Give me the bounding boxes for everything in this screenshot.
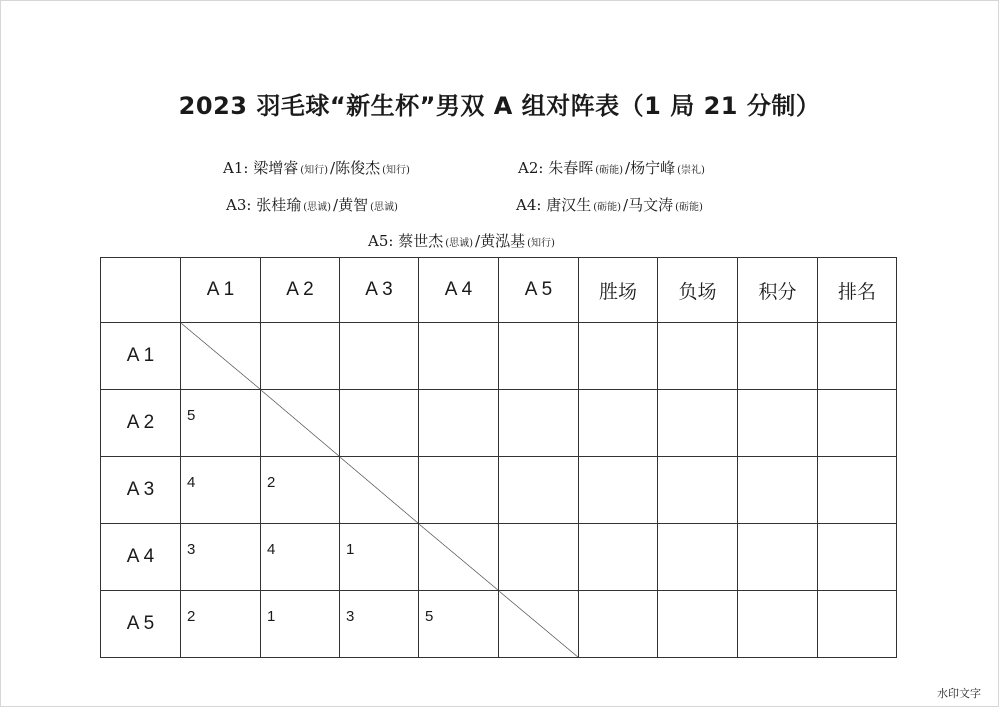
score-cell xyxy=(419,457,499,524)
score-value: 2 xyxy=(267,474,276,491)
row-label: A 2 xyxy=(101,390,181,457)
player-name: 马文涛 xyxy=(628,196,674,214)
score-cell xyxy=(261,457,340,524)
diagonal-cell xyxy=(419,524,499,591)
score-cell xyxy=(499,524,579,591)
club-name: (思诚) xyxy=(303,202,332,213)
wins-cell xyxy=(579,591,658,658)
team-label: A5: xyxy=(368,232,394,250)
points-cell xyxy=(738,390,818,457)
player-name: 陈俊杰 xyxy=(335,159,381,177)
row-label: A 4 xyxy=(101,524,181,591)
club-name: (思诚) xyxy=(370,202,398,213)
score-cell xyxy=(181,457,261,524)
row-label: A 3 xyxy=(101,457,181,524)
match-table xyxy=(100,257,897,658)
player-name: 梁增睿 xyxy=(253,159,299,177)
team-a5 xyxy=(368,230,557,251)
header-a5: A 5 xyxy=(499,258,579,323)
score-value: 5 xyxy=(187,407,196,424)
score-value: 5 xyxy=(425,608,434,625)
team-label: A4: xyxy=(516,196,542,214)
losses-cell xyxy=(658,457,738,524)
corner-cell xyxy=(101,258,181,323)
table-row xyxy=(101,524,897,591)
score-value: 3 xyxy=(346,608,355,625)
diagonal-cell xyxy=(340,457,419,524)
points-cell xyxy=(738,323,818,390)
table-row xyxy=(101,457,897,524)
player-name: 朱春晖 xyxy=(548,159,594,177)
row-label: A 1 xyxy=(101,323,181,390)
score-cell xyxy=(261,524,340,591)
table-row xyxy=(101,591,897,658)
separator: / xyxy=(333,196,339,214)
rank-cell xyxy=(818,524,897,591)
team-label: A2: xyxy=(518,159,544,177)
score-value: 4 xyxy=(267,541,276,558)
rank-cell xyxy=(818,390,897,457)
player-name: 黄智 xyxy=(338,196,369,214)
score-cell xyxy=(261,323,340,390)
player-name: 唐汉生 xyxy=(546,196,592,214)
club-name: (知行) xyxy=(300,165,329,176)
team-a2 xyxy=(518,157,707,178)
team-a3 xyxy=(226,194,400,215)
score-cell xyxy=(181,390,261,457)
club-name: (砺能) xyxy=(675,202,703,213)
separator: / xyxy=(623,196,629,214)
player-name: 蔡世杰 xyxy=(398,232,444,250)
score-value: 2 xyxy=(187,608,196,625)
score-cell xyxy=(340,323,419,390)
player-name: 杨宁峰 xyxy=(630,159,676,177)
player-name: 张桂瑜 xyxy=(256,196,302,214)
separator: / xyxy=(475,232,481,250)
club-name: (思诚) xyxy=(445,238,474,249)
team-label: A1: xyxy=(223,159,249,177)
rank-cell xyxy=(818,457,897,524)
header-a3: A 3 xyxy=(340,258,419,323)
separator: / xyxy=(625,159,631,177)
score-cell xyxy=(499,390,579,457)
losses-cell xyxy=(658,323,738,390)
table-row xyxy=(101,390,897,457)
points-cell xyxy=(738,591,818,658)
club-name: (知行) xyxy=(527,238,555,249)
wins-cell xyxy=(579,390,658,457)
header-points: 积分 xyxy=(738,258,818,323)
page-title: 2023 羽毛球“新生杯”男双 A 组对阵表（1 局 21 分制） xyxy=(178,92,821,120)
score-cell xyxy=(419,591,499,658)
score-cell xyxy=(419,390,499,457)
score-cell xyxy=(261,591,340,658)
diagonal-cell xyxy=(499,591,579,658)
header-losses: 负场 xyxy=(658,258,738,323)
club-name: (知行) xyxy=(382,165,410,176)
score-cell xyxy=(181,524,261,591)
header-a4: A 4 xyxy=(419,258,499,323)
losses-cell xyxy=(658,390,738,457)
losses-cell xyxy=(658,591,738,658)
diagonal-cell xyxy=(261,390,340,457)
score-value: 3 xyxy=(187,541,196,558)
header-wins: 胜场 xyxy=(579,258,658,323)
diagonal-cell xyxy=(181,323,261,390)
club-name: (砺能) xyxy=(593,202,622,213)
points-cell xyxy=(738,457,818,524)
team-a1 xyxy=(223,157,412,178)
wins-cell xyxy=(579,457,658,524)
header-rank: 排名 xyxy=(818,258,897,323)
score-value: 1 xyxy=(267,608,276,625)
header-row xyxy=(101,258,897,323)
score-cell xyxy=(340,390,419,457)
score-cell xyxy=(181,591,261,658)
score-value: 1 xyxy=(346,541,355,558)
wins-cell xyxy=(579,524,658,591)
score-cell xyxy=(419,323,499,390)
score-value: 4 xyxy=(187,474,196,491)
header-a2: A 2 xyxy=(261,258,340,323)
header-a1: A 1 xyxy=(181,258,261,323)
club-name: (砺能) xyxy=(595,165,624,176)
wins-cell xyxy=(579,323,658,390)
score-cell xyxy=(340,591,419,658)
team-a4 xyxy=(516,194,705,215)
score-cell xyxy=(499,457,579,524)
table-row xyxy=(101,323,897,390)
separator: / xyxy=(330,159,336,177)
club-name: (崇礼) xyxy=(677,165,705,176)
score-cell xyxy=(340,524,419,591)
score-cell xyxy=(499,323,579,390)
losses-cell xyxy=(658,524,738,591)
player-name: 黄泓基 xyxy=(480,232,526,250)
row-label: A 5 xyxy=(101,591,181,658)
team-label: A3: xyxy=(226,196,252,214)
watermark-text: 水印文字 xyxy=(937,687,981,700)
rank-cell xyxy=(818,323,897,390)
points-cell xyxy=(738,524,818,591)
rank-cell xyxy=(818,591,897,658)
